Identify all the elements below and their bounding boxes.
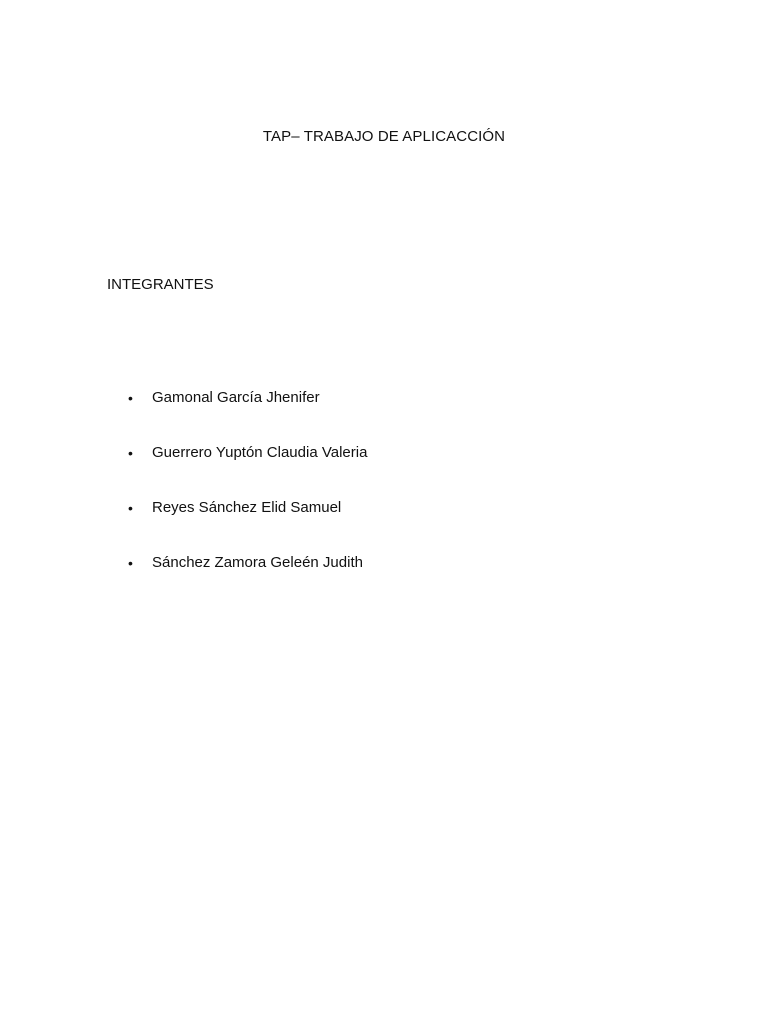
member-name: Reyes Sánchez Elid Samuel (152, 499, 342, 516)
member-name: Gamonal García Jhenifer (152, 389, 320, 406)
bullet-icon: • (128, 555, 133, 571)
bullet-icon: • (128, 390, 133, 406)
member-name: Sánchez Zamora Geleén Judith (152, 554, 363, 571)
member-name: Guerrero Yuptón Claudia Valeria (152, 444, 368, 461)
bullet-icon: • (128, 500, 133, 516)
section-heading-integrantes: INTEGRANTES (107, 276, 214, 293)
bullet-icon: • (128, 445, 133, 461)
document-title: TAP– TRABAJO DE APLICACCIÓN (262, 128, 506, 145)
